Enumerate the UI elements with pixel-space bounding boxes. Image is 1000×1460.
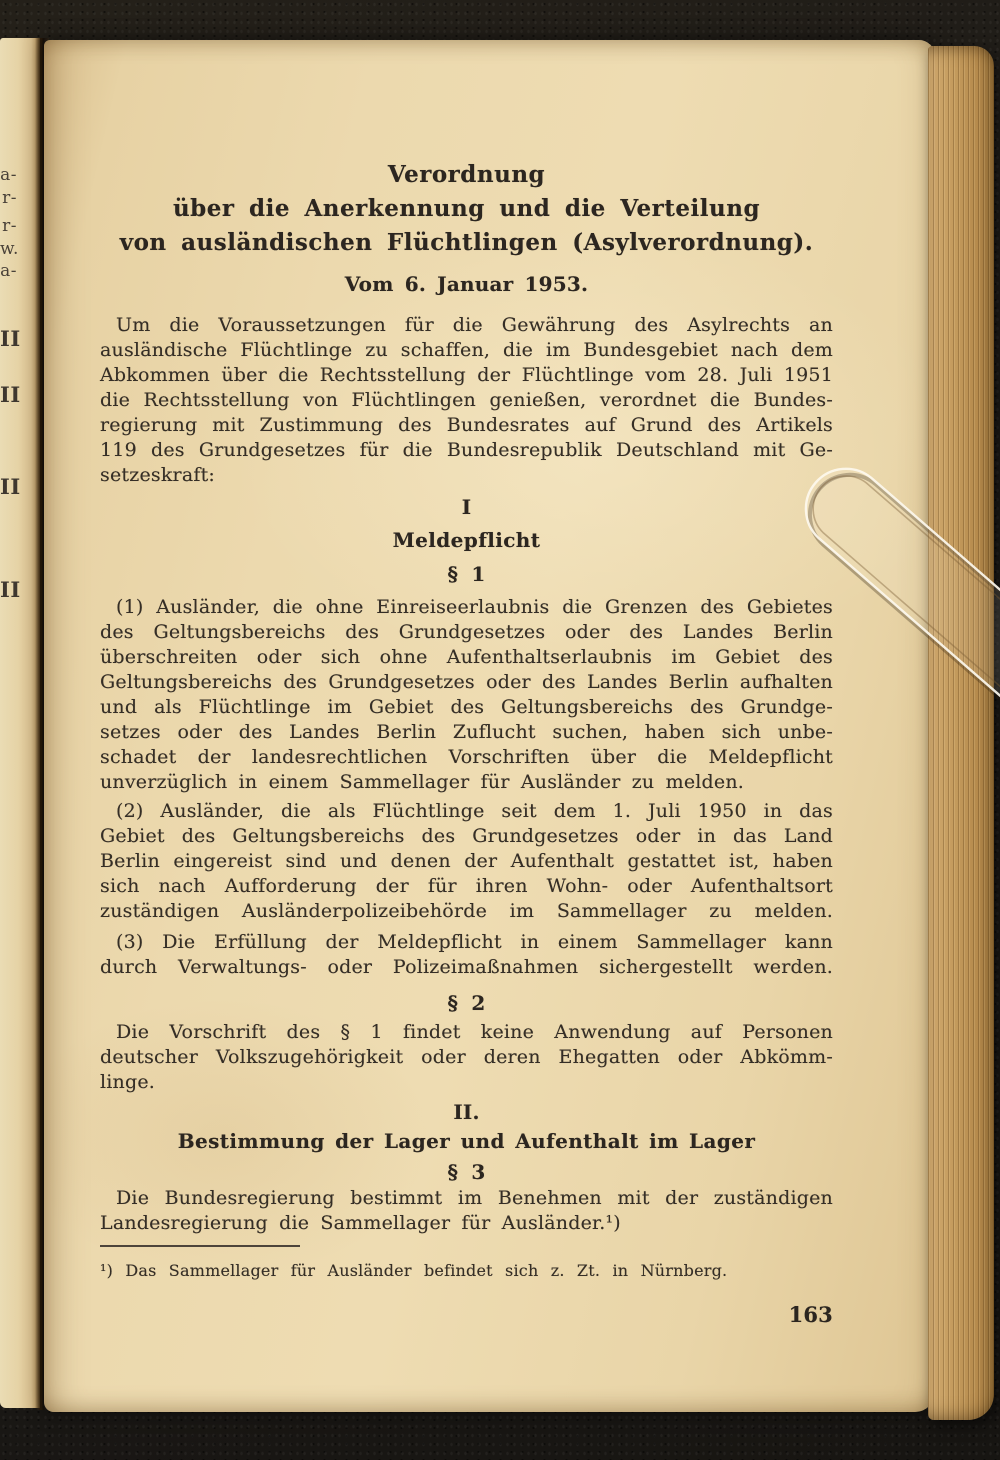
paragraph-3-text <box>100 1186 833 1236</box>
text-line: Gebiet des Geltungsbereichs des Grundgesetzes oder in das Land <box>100 825 833 847</box>
text-line: deutscher Volkszugehörigkeit oder deren Ehegatten oder Abkömm- <box>100 1046 833 1068</box>
transparent-page-holder-icon <box>770 415 1000 725</box>
facing-page-text-fragment: w. <box>0 239 19 259</box>
facing-page-text-fragment: a- <box>0 261 17 281</box>
facing-page-text-fragment: II <box>0 474 21 499</box>
text-line: Landesregierung die Sammellager für Ausländer.¹) <box>100 1212 621 1234</box>
text-line: durch Verwaltungs- oder Polizeimaßnahmen sichergestellt werden. <box>100 956 833 978</box>
paragraph-1-3 <box>100 930 833 980</box>
title-line: von ausländischen Flüchtlingen (Asylverordnung). <box>119 229 814 256</box>
text-line: Abkommen über die Rechtsstellung der Flüchtlinge vom 28. Juli 1951 <box>100 364 833 386</box>
facing-page-text-fragment: r- <box>2 188 17 208</box>
section-1-heading: Meldepflicht <box>392 528 541 552</box>
paragraph-1-heading: § 1 <box>447 562 486 586</box>
title-line: über die Anerkennung und die Verteilung <box>172 195 761 222</box>
text-line: Die Bundesregierung bestimmt im Benehmen mit der zuständigen <box>116 1187 833 1209</box>
paragraph-2-heading: § 2 <box>447 991 486 1015</box>
section-2-heading: Bestimmung der Lager und Aufenthalt im Lager <box>177 1129 756 1153</box>
date-line: Vom 6. Januar 1953. <box>344 272 589 296</box>
facing-page-text-fragment: II <box>0 326 21 351</box>
footnote-rule <box>100 1245 300 1247</box>
paragraph-1-1 <box>100 595 833 795</box>
text-line: zuständigen Ausländerpolizeibehörde im Sammellager zu melden. <box>100 900 833 922</box>
text-line: überschreiten oder sich ohne Aufenthaltserlaubnis im Gebiet des <box>100 646 833 668</box>
text-line: regierung mit Zustimmung des Bundesrates auf Grund des Artikels <box>100 414 833 436</box>
facing-page-text-fragment: II <box>0 382 21 407</box>
facing-page-edge <box>0 38 40 1408</box>
facing-page-text-fragment: II <box>0 577 21 602</box>
text-line: unverzüglich in einem Sammellager für Ausländer zu melden. <box>100 771 745 793</box>
text-line: und als Flüchtlinge im Gebiet des Geltungsbereichs des Grundge- <box>100 696 833 718</box>
text-line: Geltungsbereichs des Grundgesetzes oder des Landes Berlin aufhalten <box>100 671 833 693</box>
facing-page-text-fragment: a- <box>0 165 17 185</box>
text-line: Die Vorschrift des § 1 findet keine Anwendung auf Personen <box>116 1021 833 1043</box>
text-line: schadet der landesrechtlichen Vorschriften über die Meldepflicht <box>100 746 833 768</box>
section-2-number: II. <box>453 1100 480 1124</box>
title-line: Verordnung <box>387 161 546 188</box>
text-line: Berlin eingereist sind und denen der Aufenthalt gestattet ist, haben <box>100 850 833 872</box>
text-line: des Geltungsbereichs des Grundgesetzes oder des Landes Berlin <box>100 621 833 643</box>
text-line: setzeskraft: <box>100 464 216 486</box>
document-title <box>100 158 833 260</box>
text-line: die Rechtsstellung von Flüchtlingen genießen, verordnet die Bundes- <box>100 389 833 411</box>
paragraph-1-2 <box>100 799 833 924</box>
preamble-paragraph <box>100 313 833 488</box>
footnote: ¹) Das Sammellager für Ausländer befindet sich z. Zt. in Nürnberg. <box>100 1261 728 1280</box>
text-line: (1) Ausländer, die ohne Einreiseerlaubnis die Grenzen des Gebietes <box>116 596 833 618</box>
text-line: Um die Voraussetzungen für die Gewährung des Asylrechts an <box>116 314 833 336</box>
text-line: ausländische Flüchtlinge zu schaffen, die im Bundesgebiet nach dem <box>100 339 833 361</box>
book-page <box>44 40 935 1412</box>
text-line: sich nach Aufforderung der für ihren Wohn- oder Aufenthaltsort <box>100 875 833 897</box>
page-content <box>100 158 833 1328</box>
page-edges <box>928 46 994 1420</box>
text-line: (3) Die Erfüllung der Meldepflicht in einem Sammellager kann <box>116 931 833 953</box>
paragraph-2-text <box>100 1020 833 1095</box>
section-1-number: I <box>461 495 472 519</box>
paragraph-3-heading: § 3 <box>447 1160 486 1184</box>
page-number: 163 <box>788 1302 833 1327</box>
facing-page-text-fragment: r- <box>2 216 17 236</box>
text-line: 119 des Grundgesetzes für die Bundesrepublik Deutschland mit Ge- <box>100 439 833 461</box>
text-line: linge. <box>100 1071 156 1093</box>
text-line: (2) Ausländer, die als Flüchtlinge seit dem 1. Juli 1950 in das <box>116 800 833 822</box>
text-line: setzes oder des Landes Berlin Zuflucht suchen, haben sich unbe- <box>100 721 833 743</box>
